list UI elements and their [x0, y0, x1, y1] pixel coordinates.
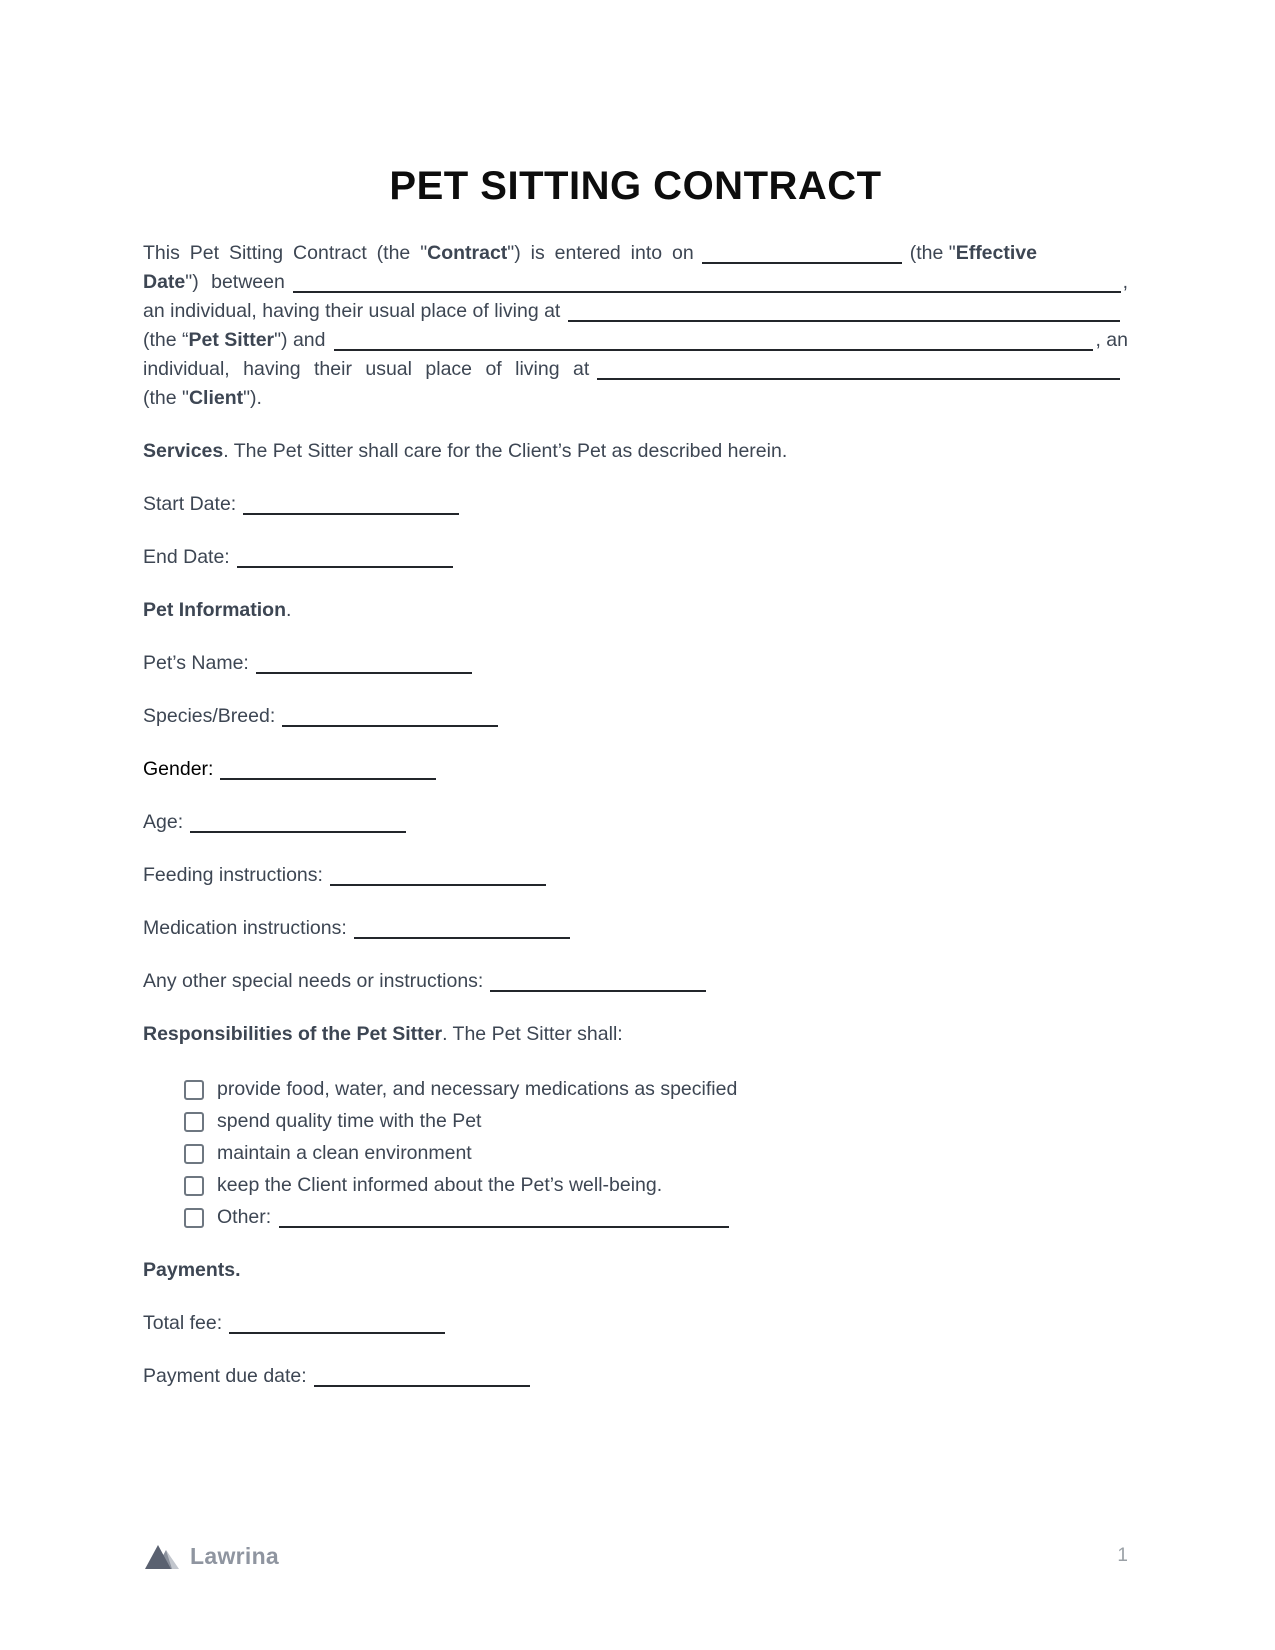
species-breed-label: Species/Breed: — [143, 705, 276, 727]
field-end-date — [143, 543, 1128, 572]
intro-line-2 — [143, 268, 1128, 297]
pet-information-heading — [143, 596, 1128, 625]
start-date-blank-line[interactable] — [243, 491, 459, 515]
page-number: 1 — [1117, 1545, 1128, 1566]
checkbox-clean-environment[interactable] — [184, 1144, 204, 1164]
feeding-instructions-blank-line[interactable] — [330, 862, 546, 886]
field-age — [143, 808, 1128, 837]
checkbox-row-clean-environment — [184, 1139, 1128, 1168]
total-fee-blank-line[interactable] — [229, 1310, 445, 1334]
end-date-blank-line[interactable] — [237, 544, 453, 568]
intro-line-4 — [143, 326, 1128, 355]
intro-line4-right: , an — [1095, 329, 1128, 351]
other-blank-line[interactable] — [279, 1204, 729, 1228]
medication-instructions-blank-line[interactable] — [354, 915, 570, 939]
client-name-blank-line[interactable] — [334, 327, 1094, 351]
intro-line-6 — [143, 384, 1128, 413]
payment-due-date-label: Payment due date: — [143, 1365, 307, 1387]
special-needs-label: Any other special needs or instructions: — [143, 970, 484, 992]
intro-line-5 — [143, 355, 1128, 384]
pet-sitter-address-blank-line[interactable] — [568, 298, 1120, 322]
page-title: PET SITTING CONTRACT — [389, 164, 882, 208]
medication-instructions-label: Medication instructions: — [143, 917, 347, 939]
client-address-blank-line[interactable] — [597, 356, 1120, 380]
other-label: Other: — [217, 1206, 272, 1228]
checkbox-row-quality-time — [184, 1107, 1128, 1136]
checkbox-label: maintain a clean environment — [217, 1142, 472, 1164]
intro-line3-left: an individual, having their usual place of living at — [143, 300, 561, 322]
checkbox-quality-time[interactable] — [184, 1112, 204, 1132]
age-label: Age: — [143, 811, 184, 833]
field-total-fee — [143, 1309, 1128, 1338]
lawrina-logo-icon — [143, 1541, 181, 1571]
effective-date-blank-line[interactable] — [702, 240, 902, 264]
pet-name-label: Pet’s Name: — [143, 652, 249, 674]
field-species-breed — [143, 702, 1128, 731]
field-gender — [143, 755, 1128, 784]
checkbox-row-other — [184, 1203, 1128, 1232]
field-payment-due-date — [143, 1362, 1128, 1391]
intro-line4-left: (the “Pet Sitter") and — [143, 329, 326, 351]
intro-line2-comma: , — [1122, 271, 1128, 293]
checkbox-other[interactable] — [184, 1208, 204, 1228]
intro-line6-text: (the "Client"). — [143, 387, 262, 409]
total-fee-label: Total fee: — [143, 1312, 223, 1334]
field-special-needs — [143, 967, 1128, 996]
intro-line5-left: individual, having their usual place of living at — [143, 358, 590, 380]
field-pet-name — [143, 649, 1128, 678]
gender-label: Gender: — [143, 758, 214, 780]
intro-line1-right: (the "Effective — [909, 242, 1037, 264]
services-text: Services. The Pet Sitter shall care for the Client’s Pet as described herein. — [143, 440, 788, 462]
intro-line1-left: This Pet Sitting Contract (the "Contract") is entered into on — [143, 242, 694, 264]
payments-heading — [143, 1256, 1128, 1285]
pet-sitter-name-blank-line[interactable] — [293, 269, 1121, 293]
field-feeding-instructions — [143, 861, 1128, 890]
checkbox-row-keep-informed — [184, 1171, 1128, 1200]
intro-line2-left: Date") between — [143, 271, 285, 293]
responsibilities-heading — [143, 1020, 1128, 1049]
gender-blank-line[interactable] — [220, 756, 436, 780]
intro-paragraph — [143, 239, 1128, 413]
checkbox-label: provide food, water, and necessary medications as specified — [217, 1078, 738, 1100]
checkbox-provide-food[interactable] — [184, 1080, 204, 1100]
field-medication-instructions — [143, 914, 1128, 943]
brand-name: Lawrina — [190, 1542, 280, 1569]
checkbox-row-provide-food — [184, 1075, 1128, 1104]
document-content — [143, 0, 1128, 1391]
field-start-date — [143, 490, 1128, 519]
payments-text: Payments. — [143, 1259, 241, 1281]
payment-due-date-blank-line[interactable] — [314, 1363, 530, 1387]
pet-name-blank-line[interactable] — [256, 650, 472, 674]
end-date-label: End Date: — [143, 546, 230, 568]
intro-line-3 — [143, 297, 1128, 326]
lawrina-brand — [143, 1541, 279, 1571]
age-blank-line[interactable] — [190, 809, 406, 833]
checkbox-label: spend quality time with the Pet — [217, 1110, 482, 1132]
feeding-instructions-label: Feeding instructions: — [143, 864, 323, 886]
responsibilities-checklist — [143, 1075, 1128, 1232]
start-date-label: Start Date: — [143, 493, 237, 515]
intro-line-1 — [143, 239, 1128, 268]
page-footer — [143, 1541, 1128, 1571]
responsibilities-text: Responsibilities of the Pet Sitter. The Pet Sitter shall: — [143, 1023, 623, 1045]
species-breed-blank-line[interactable] — [282, 703, 498, 727]
special-needs-blank-line[interactable] — [490, 968, 706, 992]
pet-information-text: Pet Information. — [143, 599, 292, 621]
checkbox-keep-informed[interactable] — [184, 1176, 204, 1196]
checkbox-label: keep the Client informed about the Pet’s well-being. — [217, 1174, 663, 1196]
services-clause — [143, 437, 1128, 466]
